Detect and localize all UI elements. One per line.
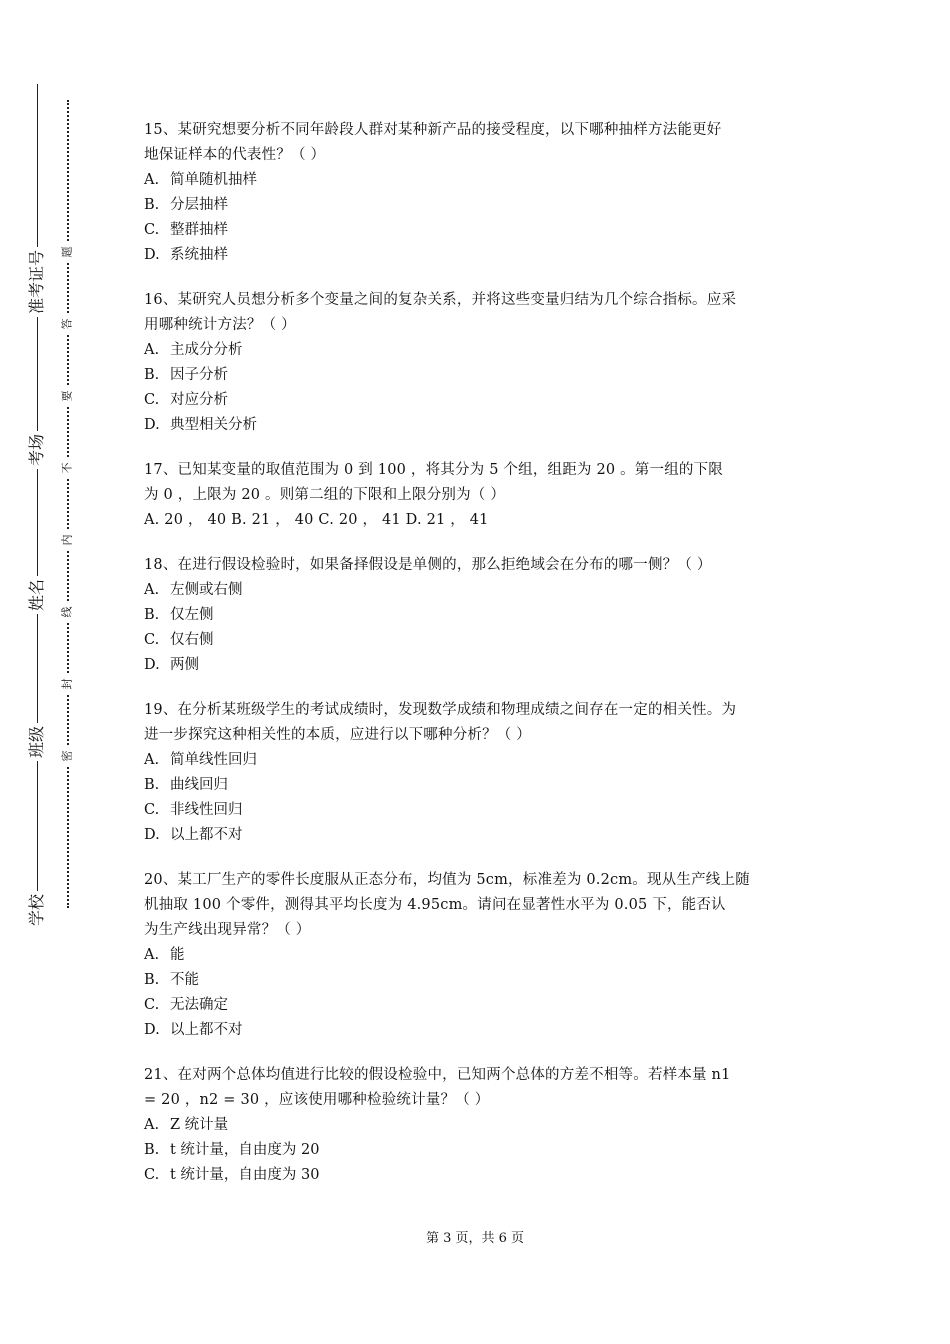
seal-char: 题	[58, 243, 76, 261]
option-c: C. 整群抽样	[144, 222, 228, 238]
seal-char: 答	[58, 315, 76, 333]
option-d: D. 以上都不对	[144, 827, 243, 843]
exam-room-label: 考场	[22, 420, 52, 480]
option-a: A. Z 统计量	[144, 1117, 229, 1133]
option-b: B. t 统计量，自由度为 20	[144, 1142, 320, 1158]
question-stem: 15、某研究想要分析不同年龄段人群对某种新产品的接受程度，以下哪种抽样方法能更好 地保证样本的代表性？（ ）	[144, 122, 722, 163]
class-label: 班级	[22, 712, 52, 772]
seal-char: 不	[58, 459, 76, 477]
question-stem: 19、在分析某班级学生的考试成绩时，发现数学成绩和物理成绩之间存在一定的相关性。为 进一步探究这种相关性的本质，应进行以下哪种分析？（ ）	[144, 702, 737, 743]
question-18	[144, 553, 812, 678]
question-stem: 17、已知某变量的取值范围为 0 到 100 ，将其分为 5 个组，组距为 20 。第一组的下限 为 0 ，上限为 20 。则第二组的下限和上限分别为（ ） A. 20 ， 40 B. 21 ， 40 C. 20 ， 41 D. 21 ， 41	[144, 458, 812, 533]
option-a: A. 简单线性回归	[144, 752, 257, 768]
option-c: C. 无法确定	[144, 997, 228, 1013]
option-a: A. 能	[144, 947, 185, 963]
option-b: B. 不能	[144, 972, 199, 988]
exam-number-label: 准考证号	[22, 252, 52, 312]
option-a: A. 简单随机抽样	[144, 172, 257, 188]
question-19	[144, 698, 812, 848]
option-d: D. 以上都不对	[144, 1022, 243, 1038]
seal-char: 密	[58, 747, 76, 765]
seal-char: 要	[58, 387, 76, 405]
seal-char: 内	[58, 531, 76, 549]
question-stem: 21、在对两个总体均值进行比较的假设检验中，已知两个总体的方差不相等。若样本量 n1 = 20 ，n2 = 30 ，应该使用哪种检验统计量？（ ）	[144, 1067, 731, 1108]
option-a: A. 主成分分析	[144, 342, 243, 358]
binding-dotted-line	[67, 100, 69, 908]
option-c: C. 仅右侧	[144, 632, 214, 648]
option-c: C. 对应分析	[144, 392, 228, 408]
option-c: C. t 统计量，自由度为 30	[144, 1167, 320, 1183]
school-label: 学校	[22, 880, 52, 940]
question-stem: 18、在进行假设检验时，如果备择假设是单侧的，那么拒绝域会在分布的哪一侧？（ ）	[144, 557, 712, 573]
binding-solid-line	[37, 84, 38, 920]
option-b: B. 仅左侧	[144, 607, 214, 623]
page-footer: 第 3 页，共 6 页	[425, 1231, 525, 1246]
seal-char: 封	[58, 675, 76, 693]
question-list	[144, 118, 812, 1208]
option-a: A. 左侧或右侧	[144, 582, 243, 598]
inline-options: A. 20 ， 40 B. 21 ， 40 C. 20 ， 41 D. 21 ， 41	[144, 512, 489, 528]
question-stem: 20、某工厂生产的零件长度服从正态分布，均值为 5cm，标准差为 0.2cm。现从生产线上随 机抽取 100 个零件，测得其平均长度为 4.95cm。请问在显著性水平为 0.05 下，能否认 为生产线出现异常？（ ）	[144, 872, 750, 938]
question-stem: 16、某研究人员想分析多个变量之间的复杂关系，并将这些变量归结为几个综合指标。应采 用哪种统计方法？（ ）	[144, 292, 737, 333]
seal-char: 线	[58, 603, 76, 621]
option-b: B. 分层抽样	[144, 197, 228, 213]
option-d: D. 典型相关分析	[144, 417, 257, 433]
option-d: D. 系统抽样	[144, 247, 228, 263]
question-20	[144, 868, 812, 1043]
question-17	[144, 458, 812, 533]
question-15	[144, 118, 812, 268]
option-b: B. 曲线回归	[144, 777, 228, 793]
question-21	[144, 1063, 812, 1188]
option-d: D. 两侧	[144, 657, 199, 673]
question-16	[144, 288, 812, 438]
option-c: C. 非线性回归	[144, 802, 243, 818]
option-b: B. 因子分析	[144, 367, 228, 383]
name-label: 姓名	[22, 565, 52, 625]
